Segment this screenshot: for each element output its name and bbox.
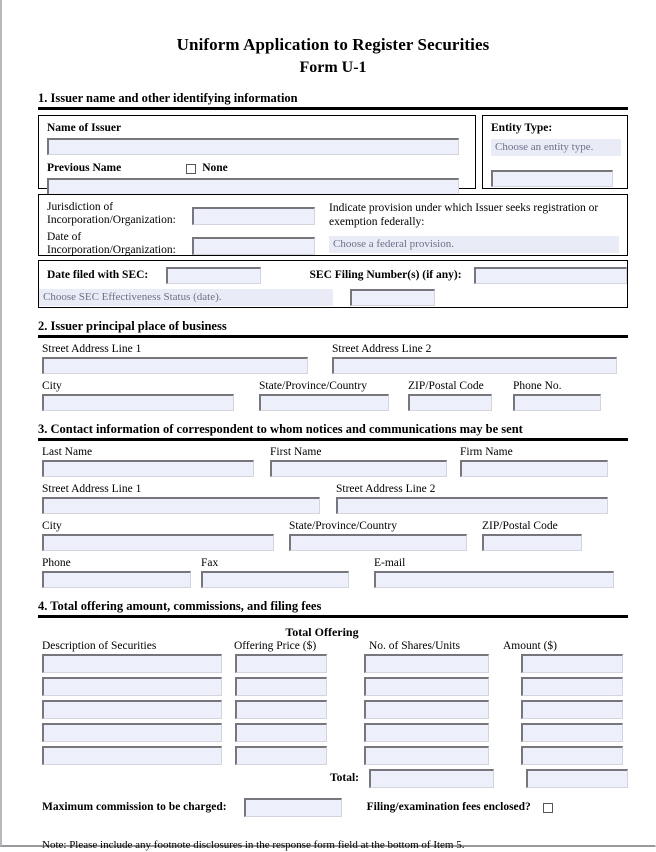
section-3-fields — [38, 446, 628, 588]
contact-street2-input[interactable] — [336, 497, 608, 514]
section-1-heading: 1. Issuer name and other identifying information — [38, 91, 628, 110]
offering-offering-price-input-row-2[interactable] — [235, 677, 327, 696]
table-row — [42, 723, 628, 742]
page-content — [38, 0, 628, 852]
issuer-street1-input[interactable] — [42, 357, 308, 374]
offering-table-header — [42, 640, 628, 653]
issuer-state-field — [259, 380, 389, 411]
contact-fax-field — [201, 557, 349, 588]
offering-total-row — [42, 769, 628, 788]
offering-amount-input-row-5[interactable] — [521, 746, 623, 765]
contact-last-name-label: Last Name — [42, 446, 93, 458]
section-4-table — [38, 625, 628, 852]
offering-description-input-row-4[interactable] — [42, 723, 222, 742]
offering-offering-price-input-row-5[interactable] — [235, 746, 327, 765]
contact-zip-input[interactable] — [482, 534, 582, 551]
offering-amount-input-row-1[interactable] — [521, 654, 623, 673]
entity-type-label: Entity Type: — [491, 122, 553, 134]
contact-street2-label: Street Address Line 2 — [336, 483, 436, 495]
contact-firm-name-input[interactable] — [460, 460, 608, 477]
date-incorporation-field-row — [47, 231, 321, 257]
entity-type-dropdown[interactable]: Choose an entity type. — [491, 139, 621, 156]
jurisdiction-left-column — [39, 195, 321, 255]
issuer-street2-input[interactable] — [332, 357, 617, 374]
contact-phone-field — [42, 557, 191, 588]
column-header-shares: No. of Shares/Units — [369, 640, 461, 652]
table-row — [42, 746, 628, 765]
contact-last-name-field — [42, 446, 254, 477]
issuer-city-label: City — [42, 380, 62, 392]
contact-email-label: E-mail — [374, 557, 406, 569]
section-2-heading: 2. Issuer principal place of business — [38, 319, 628, 338]
previous-name-none-checkbox[interactable] — [186, 164, 196, 174]
issuer-info-box — [38, 115, 476, 189]
total-offering-title: Total Offering — [285, 625, 359, 639]
contact-email-field — [374, 557, 614, 588]
contact-street1-field — [42, 483, 320, 514]
contact-phone-label: Phone — [42, 557, 71, 569]
offering-offering-price-input-row-1[interactable] — [235, 654, 327, 673]
issuer-zip-field — [408, 380, 492, 411]
contact-phone-input[interactable] — [42, 571, 191, 588]
jurisdiction-field-row — [47, 201, 321, 227]
offering-shares-input-row-5[interactable] — [364, 746, 489, 765]
jurisdiction-box — [38, 194, 628, 256]
issuer-street1-field — [42, 343, 308, 374]
offering-description-input-row-5[interactable] — [42, 746, 222, 765]
issuer-phone-label: Phone No. — [513, 380, 562, 392]
date-incorporation-input[interactable] — [192, 237, 315, 255]
contact-fax-input[interactable] — [201, 571, 349, 588]
federal-provision-label: Indicate provision under which Issuer seeks registration or exemption federally: — [329, 202, 599, 228]
issuer-state-label: State/Province/Country — [259, 380, 367, 392]
offering-amount-input-row-4[interactable] — [521, 723, 623, 742]
offering-table-body — [42, 654, 628, 765]
document-title-block — [38, 0, 628, 78]
contact-first-name-field — [270, 446, 447, 477]
table-row — [42, 677, 628, 696]
previous-name-none-label: None — [202, 162, 228, 174]
contact-first-name-input[interactable] — [270, 460, 447, 477]
contact-state-label: State/Province/Country — [289, 520, 397, 532]
contact-firm-name-field — [460, 446, 608, 477]
issuer-name-input[interactable] — [47, 138, 459, 155]
contact-fax-label: Fax — [201, 557, 219, 569]
sec-effectiveness-dropdown[interactable]: Choose SEC Effectiveness Status (date). — [39, 289, 333, 306]
max-commission-label: Maximum commission to be charged: — [42, 801, 227, 813]
sec-filing-number-label: SEC Filing Number(s) (if any): — [309, 269, 462, 281]
offering-offering-price-input-row-3[interactable] — [235, 700, 327, 719]
previous-name-label: Previous Name — [47, 162, 122, 174]
offering-shares-input-row-1[interactable] — [364, 654, 489, 673]
contact-city-input[interactable] — [42, 534, 274, 551]
filing-fees-label: Filing/examination fees enclosed? — [366, 801, 531, 813]
sec-effectiveness-input[interactable] — [350, 289, 435, 306]
entity-type-input[interactable] — [491, 170, 613, 187]
offering-description-input-row-2[interactable] — [42, 677, 222, 696]
section-3-heading: 3. Contact information of correspondent to whom notices and communications may be sent — [38, 422, 628, 441]
federal-provision-column — [321, 195, 627, 255]
contact-last-name-input[interactable] — [42, 460, 254, 477]
offering-total-label: Total: — [330, 772, 359, 784]
issuer-street2-field — [332, 343, 617, 374]
filing-fees-checkbox[interactable] — [543, 803, 553, 813]
table-row — [42, 654, 628, 673]
offering-amount-input-row-2[interactable] — [521, 677, 623, 696]
issuer-name-label: Name of Issuer — [47, 122, 122, 134]
issuer-street1-label: Street Address Line 1 — [42, 343, 142, 355]
max-commission-input[interactable] — [244, 798, 342, 817]
offering-description-input-row-3[interactable] — [42, 700, 222, 719]
previous-name-input[interactable] — [47, 178, 459, 195]
form-number: Form U-1 — [299, 59, 367, 76]
contact-street1-input[interactable] — [42, 497, 320, 514]
offering-description-input-row-1[interactable] — [42, 654, 222, 673]
offering-total-amount-input[interactable] — [526, 769, 628, 788]
date-filed-sec-label: Date filed with SEC: — [47, 269, 149, 281]
issuer-zip-input[interactable] — [408, 394, 492, 411]
section-2-fields — [38, 343, 628, 411]
offering-shares-input-row-4[interactable] — [364, 723, 489, 742]
issuer-city-input[interactable] — [42, 394, 234, 411]
issuer-city-field — [42, 380, 234, 411]
federal-provision-dropdown[interactable]: Choose a federal provision. — [329, 236, 619, 253]
column-header-offering-price: Offering Price ($) — [234, 640, 317, 652]
offering-total-shares-input[interactable] — [369, 769, 494, 788]
contact-first-name-label: First Name — [270, 446, 322, 458]
contact-firm-name-label: Firm Name — [460, 446, 513, 458]
issuer-phone-input[interactable] — [513, 394, 601, 411]
contact-email-input[interactable] — [374, 571, 614, 588]
contact-city-label: City — [42, 520, 62, 532]
contact-zip-label: ZIP/Postal Code — [482, 520, 558, 532]
commission-fees-row — [42, 798, 628, 817]
contact-state-input[interactable] — [289, 534, 467, 551]
offering-shares-input-row-2[interactable] — [364, 677, 489, 696]
page-title: Uniform Application to Register Securities — [176, 35, 490, 54]
sec-filing-number-input[interactable] — [474, 267, 627, 284]
issuer-state-input[interactable] — [259, 394, 389, 411]
offering-offering-price-input-row-4[interactable] — [235, 723, 327, 742]
section-4-heading: 4. Total offering amount, commissions, and filing fees — [38, 599, 628, 618]
offering-amount-input-row-3[interactable] — [521, 700, 623, 719]
table-row — [42, 700, 628, 719]
jurisdiction-label: Jurisdiction of Incorporation/Organization: — [47, 201, 176, 226]
column-header-description: Description of Securities — [42, 640, 157, 652]
jurisdiction-input[interactable] — [192, 207, 315, 225]
date-incorporation-label: Date of Incorporation/Organization: — [47, 231, 176, 256]
contact-city-field — [42, 520, 274, 551]
sec-filing-box — [38, 260, 628, 308]
issuer-street2-label: Street Address Line 2 — [332, 343, 432, 355]
footnote-note: Note: Please include any footnote disclosures in the response form field at the bottom of Item 5. — [42, 839, 465, 851]
contact-zip-field — [482, 520, 582, 551]
contact-state-field — [289, 520, 467, 551]
contact-street1-label: Street Address Line 1 — [42, 483, 142, 495]
entity-type-box — [482, 115, 628, 189]
contact-street2-field — [336, 483, 608, 514]
issuer-zip-label: ZIP/Postal Code — [408, 380, 484, 392]
date-filed-sec-input[interactable] — [166, 267, 260, 284]
section-1-top-row — [38, 115, 628, 189]
column-header-amount: Amount ($) — [503, 640, 557, 652]
offering-shares-input-row-3[interactable] — [364, 700, 489, 719]
issuer-phone-field — [513, 380, 601, 411]
